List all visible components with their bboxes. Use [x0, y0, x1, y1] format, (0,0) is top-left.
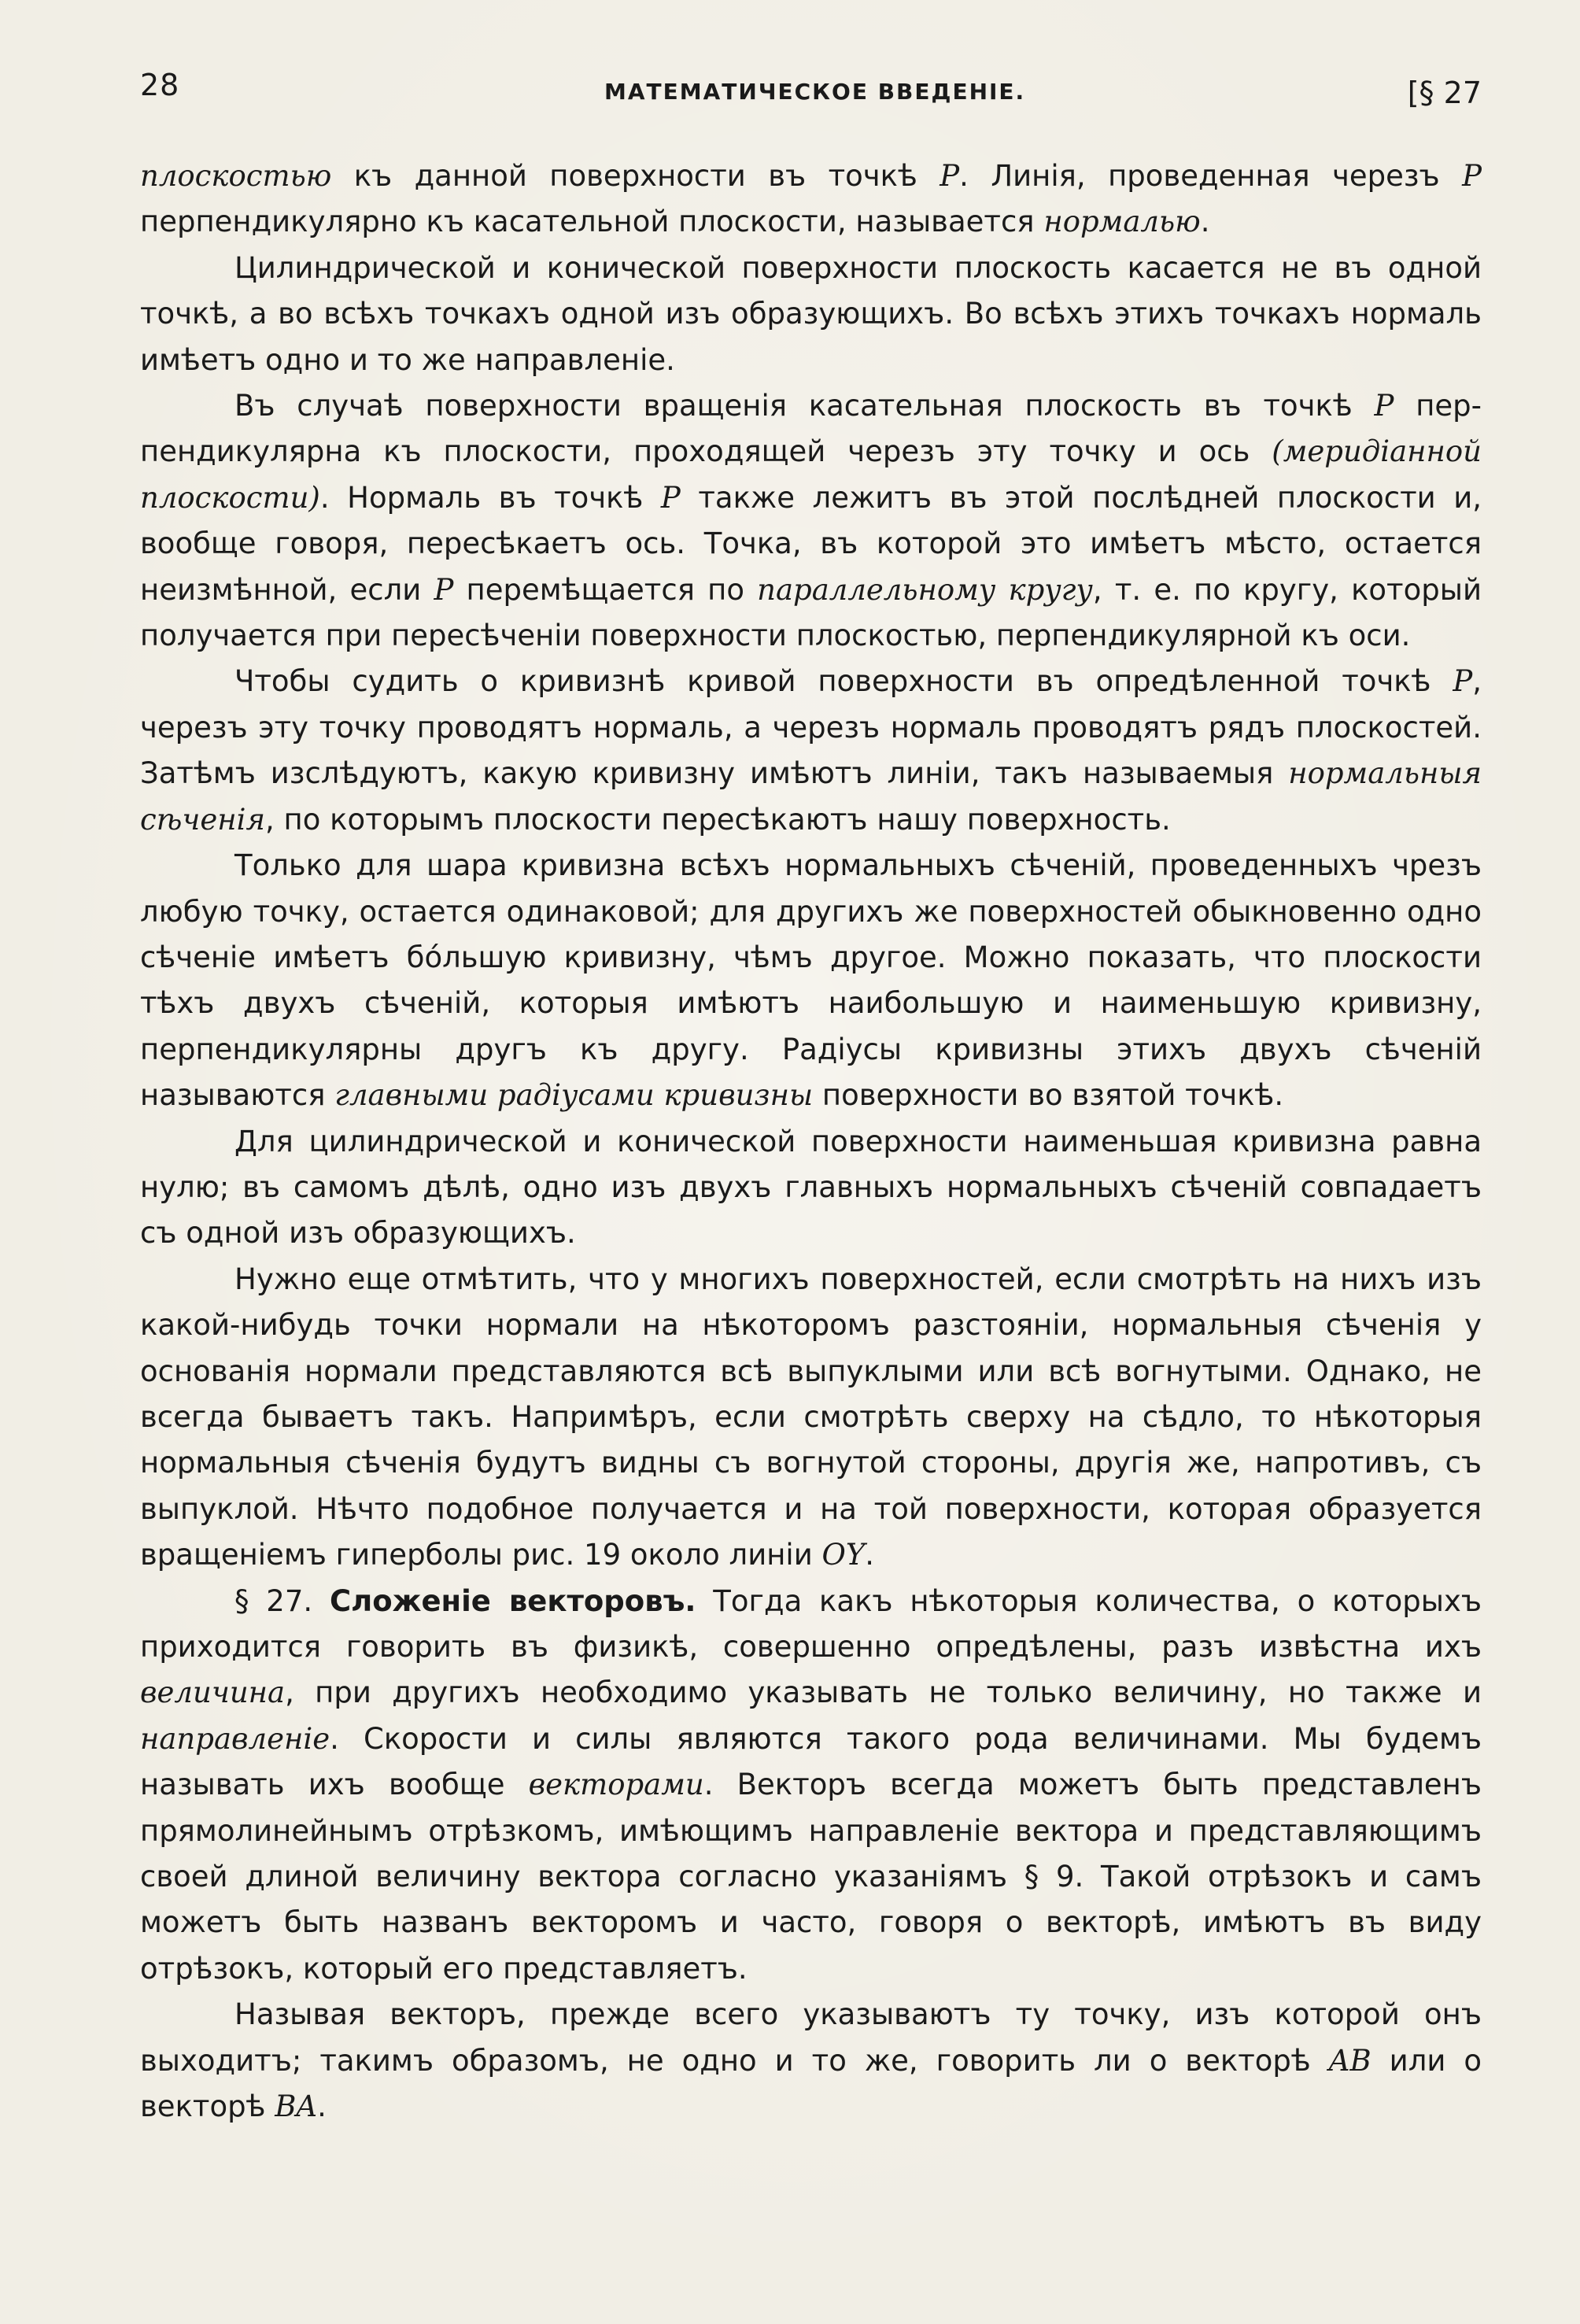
text-run: . — [317, 2089, 327, 2124]
italic-term: главными радіусами кривизны — [334, 1078, 814, 1113]
text-run: Тогда какъ нѣкоторыя количества, о которыхъ приходится говорить въ физикѣ, совершенно опредѣлены, разъ извѣстна ихъ — [140, 1583, 1482, 1664]
text-run: Чтобы судить о кривизнѣ кривой поверхности въ опредѣленной точкѣ — [234, 664, 1453, 699]
math-variable: P — [940, 159, 960, 193]
text-run: или о векторѣ — [140, 2043, 1482, 2124]
section-reference: [§ 27 — [1407, 76, 1482, 110]
paragraph — [140, 246, 1482, 383]
math-variable: BA — [275, 2089, 318, 2124]
text-run: Называя векторъ, прежде всего указываютъ ту точку, изъ которой онъ выходитъ; такимъ образомъ, не одно и то же, говорить ли о векторѣ — [140, 1997, 1482, 2078]
text-run: Нужно еще отмѣтить, что у многихъ поверхностей, если смотрѣть на нихъ изъ какой-нибудь точки нормали на нѣкоторомъ разстояніи, нормальныя сѣченія у основанія нормали представляются всѣ выпуклыми или всѣ вогнутыми. Однако, не всегда бываетъ такъ. Напримѣръ, если смотрѣть сверху на сѣдло, то нѣкоторыя нормальныя сѣченія будутъ видны съ вогнутой стороны, другія же, напротивъ, съ выпуклой. Нѣчто подобное получается и на той поверхности, которая образуется вращеніемъ гиперболы рис. 19 около линіи — [140, 1262, 1482, 1572]
math-variable: AB — [1328, 2043, 1371, 2078]
text-run: . Нормаль въ точкѣ — [319, 480, 661, 515]
paragraph — [140, 659, 1482, 843]
page-header — [140, 61, 1482, 116]
text-run: Цилиндрической и конической поверхности плоскость касается не въ одной точкѣ, а во всѣхъ точкахъ одной изъ образующихъ. Во всѣхъ этихъ точкахъ нормаль имѣетъ одно и то же направленіе. — [140, 250, 1482, 377]
paragraph — [140, 1119, 1482, 1257]
text-run: поверхности во взятой точкѣ. — [813, 1078, 1284, 1113]
math-variable: OY — [821, 1538, 866, 1572]
italic-term: величина — [140, 1676, 286, 1710]
text-run: . Скорости и силы являются такого рода величинами. Мы будемъ называть ихъ вообще — [140, 1721, 1482, 1802]
text-run: . Векторъ всегда можетъ быть представленъ прямолинейнымъ отрѣзкомъ, имѣющимъ направленіе вектора и представляющимъ своей длиной величину вектора согласно указаніямъ § 9. Такой отрѣзокъ и самъ можетъ быть названъ векторомъ и часто, говоря о векторѣ, имѣютъ въ виду отрѣзокъ, который его представляетъ. — [140, 1768, 1482, 1986]
text-run: , черезъ эту точку проводятъ нормаль, а черезъ нормаль проводятъ рядъ плоскостей. Затѣмъ изслѣдуютъ, какую кривизну имѣютъ линіи, такъ называемыя — [140, 664, 1482, 791]
text-run: къ данной поверхности въ точкѣ — [331, 159, 940, 193]
text-run: . Линія, проведенная черезъ — [959, 159, 1463, 193]
math-variable: P — [1374, 389, 1394, 423]
text-run: также лежитъ въ этой послѣдней плоскости и, вообще говоря, пересѣкаетъ ось. Точка, въ которой это имѣетъ мѣсто, остается неизмѣнной, если — [140, 480, 1482, 607]
math-variable: P — [1462, 159, 1482, 193]
running-title: МАТЕМАТИЧЕСКОЕ ВВЕДЕНІЕ. — [604, 79, 1026, 105]
math-variable: P — [660, 480, 681, 515]
text-run: Для цилиндрической и конической поверхности наименьшая кривизна равна нулю; въ самомъ дѣлѣ, одно изъ двухъ главныхъ нормальныхъ сѣченій совпадаетъ съ одной изъ образующихъ. — [140, 1124, 1482, 1251]
section-heading: Сложеніе векторовъ. — [329, 1583, 696, 1618]
italic-term: (меридіанной плоскости) — [140, 434, 1482, 515]
section-paragraph — [140, 1579, 1482, 1993]
body-text — [140, 153, 1482, 2130]
italic-term: нормалью — [1043, 205, 1201, 239]
math-variable: P — [1453, 664, 1473, 699]
italic-term: направленіе — [140, 1721, 330, 1756]
italic-term: плоскостью — [140, 159, 332, 193]
text-run: , т. е. по кругу, который получается при пересѣченіи поверхности плоскостью, перпендикулярной къ оси. — [140, 572, 1482, 653]
paragraph — [140, 1257, 1482, 1579]
italic-term: параллельному кругу — [757, 572, 1093, 607]
text-run: Только для шара кривизна всѣхъ нормальныхъ сѣченій, проведенныхъ чрезъ любую точку, остается одинаковой; для другихъ же поверхностей обыкновенно одно сѣченіе имѣетъ бóльшую кривизну, чѣмъ другое. Можно показать, что плоскости тѣхъ двухъ сѣченій, которыя имѣютъ наибольшую и наименьшую кривизну, перпендикулярны другъ къ другу. Радіусы кривизны этихъ двухъ сѣченій называются — [140, 848, 1482, 1113]
text-run: перпендикулярна къ плоскости, проходящей черезъ эту точку и ось — [140, 389, 1482, 469]
page-number: 28 — [140, 68, 180, 102]
paragraph — [140, 153, 1482, 246]
italic-term: векторами — [528, 1768, 704, 1802]
text-run: . — [865, 1538, 875, 1572]
text-run: перпендикулярно къ касательной плоскости, называется — [140, 205, 1044, 239]
text-run: Въ случаѣ поверхности вращенія касательная плоскость въ точкѣ — [234, 389, 1375, 423]
italic-term: нормальныя сѣченія — [140, 756, 1482, 837]
text-run: § 27. — [234, 1583, 330, 1618]
paragraph — [140, 1992, 1482, 2130]
text-run: , по которымъ плоскости пересѣкаютъ нашу поверхность. — [264, 802, 1171, 837]
paragraph — [140, 383, 1482, 659]
text-run: перемѣщается по — [453, 572, 758, 607]
math-variable: P — [434, 572, 454, 607]
paragraph — [140, 843, 1482, 1118]
text-run: . — [1200, 205, 1210, 239]
text-run: , при другихъ необходимо указывать не только величину, но также и — [285, 1676, 1482, 1710]
